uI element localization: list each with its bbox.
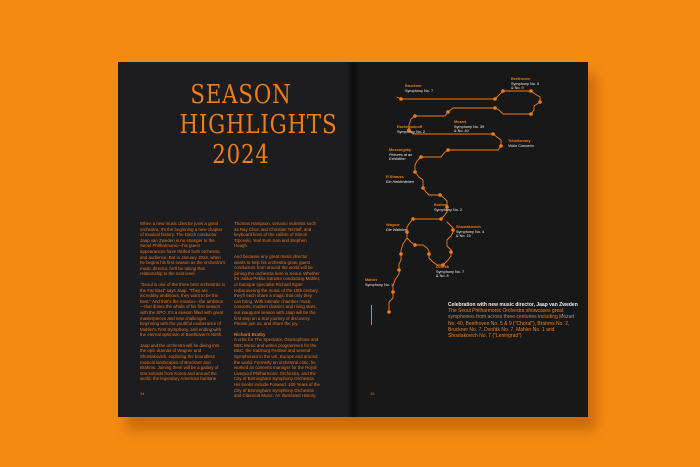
work-title: Symphony No. 4 — [456, 229, 485, 234]
paragraph: Jaap and the orchestra will be diving into the epic dramas of Wagner and Shostakovich, exploring the boundless musical landscapes of Bruckner and Brahms. Joining them will be a galaxy of star soloists from Korea and around the world: the legendary American baritone — [140, 342, 220, 382]
composer-label-strauss — [386, 175, 414, 184]
route-stop — [411, 217, 415, 221]
route-stop — [538, 100, 542, 104]
route-stop — [438, 193, 442, 197]
composer-label-beethoven — [511, 77, 539, 91]
work-title: Symphony No. 5 — [511, 81, 540, 86]
work-title: Pictures at an — [389, 152, 413, 157]
composer-name: Tchaikovsky — [508, 139, 531, 143]
composer-name: Mahler — [365, 278, 378, 282]
composer-label-mussorgsky — [389, 148, 412, 162]
work-title: & No. 8 — [436, 274, 449, 279]
composer-label-shostakovich — [456, 225, 484, 239]
title-line: SEASON — [190, 80, 292, 110]
spine-gutter — [346, 62, 360, 417]
work-title: Symphony No. 2 — [397, 129, 426, 134]
route-stop — [399, 252, 403, 256]
route-stop — [499, 144, 503, 148]
page-number: 15 — [370, 391, 375, 396]
work-title: & No. 40 — [454, 129, 469, 134]
composer-label-dvorak — [436, 265, 464, 279]
route-stop — [493, 97, 497, 101]
composer-name: R.Strauss — [386, 175, 404, 179]
work-title: Violin Concerto — [508, 143, 534, 148]
byline-text: A critic for The Spectator, Gramophone and BBC Music and writes programmes for the BBC, the Salzburg Festival and several Symphonies in the UK, Europe and around the world. Formerly an orchestral critic, he worked as concerts manager for the Royal Liverpool Philharmonic Orchestra, and the City of Birmingham Symphony Orchestra. His books include Forward: 100 Years of the City of Birmingham Symphony Orchestra and Classical Music: An Illustrated History. — [234, 337, 320, 399]
composer-label-wagner — [386, 223, 407, 232]
work-title: Symphony No. 7 — [405, 88, 434, 93]
left-page — [118, 62, 353, 417]
route-line — [389, 238, 407, 312]
work-title: Die Walküre — [386, 227, 407, 232]
route-stop — [387, 310, 391, 314]
accent-rule — [371, 305, 372, 325]
route-stop — [399, 97, 403, 101]
composer-name: Shostakovich — [456, 225, 481, 229]
work-title: Ein Heldenleben — [386, 179, 414, 184]
work-title: Exhibition — [389, 157, 406, 162]
route-stop — [446, 110, 450, 114]
work-title: Symphony No. 1 — [365, 282, 394, 287]
composer-name: Mussorgsky — [389, 148, 412, 152]
composer-name: Brahms — [434, 203, 449, 207]
paragraph: And because any great music director wants to help his orchestra grow, guest conductors from around the world will be joining the orchestra here in Seoul. Whether it's Jukka-Pekka Saraste conducting Mahler, or baroque specialist Richard Egarr rediscovering the music of the 18th century, they'll each share a magic that only they can bring. With intimate chamber music concerts, modern classics and rising stars, our inaugural season with Jaap will be the first step on a true journey of discovery. Please join us, and share the joy. — [234, 253, 321, 327]
season-caption — [448, 302, 578, 339]
work-title: Symphony No. 2 — [434, 207, 463, 212]
route-stop — [391, 290, 395, 294]
route-stop — [427, 252, 431, 256]
route-stop — [397, 268, 401, 272]
composer-label-brahms — [434, 203, 462, 212]
right-page — [353, 62, 588, 417]
page-number: 14 — [140, 391, 145, 396]
caption-title: Celebration with new music director, Jaap van Zweden — [448, 302, 578, 308]
work-title: & No. 15 — [456, 234, 471, 239]
composer-label-tchaikovsky — [508, 139, 534, 148]
route-stop — [491, 132, 495, 136]
composer-label-bruckner — [405, 84, 433, 93]
route-stop — [413, 243, 417, 247]
route-stop — [413, 114, 417, 118]
page-title — [179, 80, 338, 170]
route-stop — [421, 186, 425, 190]
route-stop — [439, 217, 443, 221]
composer-name: Wagner — [386, 223, 400, 227]
paragraph: Thomas Hampson, virtuoso violinists such as Ray Chen and Christian Tetzlaff, and keyboard lions of the calibre of Simon Trpceski, Yeol Eum Son and Stephen Hough. — [234, 221, 316, 249]
composer-label-rachmaninoff — [397, 125, 425, 134]
composer-name: Bruckner — [405, 84, 422, 88]
route-stop — [446, 148, 450, 152]
title-line: 2024 — [212, 140, 270, 170]
composer-name: Rachmaninoff — [397, 125, 423, 129]
caption-body: The Seoul Philharmonic Orchestra showcases great symphonies from across three centuries including Mozart No. 40, Beethoven No. 5 & 9 ("Choral"), Brahms No. 2, Bruckner No. 7, Dvořák No. 7, Mahler No. 1 and Shostakovich No. 7 ("Leningrad") — [448, 308, 575, 340]
body-column-2 — [234, 221, 320, 399]
composer-route-map — [353, 62, 588, 417]
body-column-1 — [140, 221, 226, 387]
route-line — [407, 207, 453, 265]
work-title: Symphony No. 39 — [454, 124, 485, 129]
composer-name: Beethoven — [511, 77, 531, 81]
route-stop — [413, 170, 417, 174]
composer-label-mozart — [454, 120, 484, 134]
work-title: & No. 9 — [511, 86, 524, 91]
byline-name: Richard Bratby — [234, 331, 266, 337]
route-stop — [419, 155, 423, 159]
title-line: HIGHLIGHTS — [179, 110, 338, 140]
work-title: Symphony No. 7 — [436, 269, 465, 274]
composer-label-mahler — [365, 278, 393, 287]
route-stop — [451, 228, 455, 232]
paragraph: When a new music director joins a great orchestra, it's the beginning a new chapter of musical history. The Dutch conductor Jaap van Zweden is no stranger to the Seoul Philharmonic—his guest appearances have thrilled both orchestra and audience. But in January 2024, when he begins his first season as the orchestra's music director, he'll be taking that relationship to the next level. — [140, 221, 226, 277]
route-stop — [529, 112, 533, 116]
route-stop — [493, 106, 497, 110]
paragraph: "Seoul is one of the three best orchestras in the Far East" says Jaap. "They are incredibly ambitious, they want to be the best." And that's the mission—the ambition—that drives the whole of his first season with the SPO. It's a season filled with great masterpieces and new challenges beginning with the youthful exuberance of Mahler's First Symphony, and ending with the eternal optimism of Beethoven's Ninth. — [140, 281, 226, 338]
route-stop — [449, 250, 453, 254]
composer-name: Mozart — [454, 120, 467, 124]
magazine-spread — [118, 62, 588, 417]
composer-name: Dvořák — [436, 265, 449, 269]
route-stop — [501, 89, 505, 93]
